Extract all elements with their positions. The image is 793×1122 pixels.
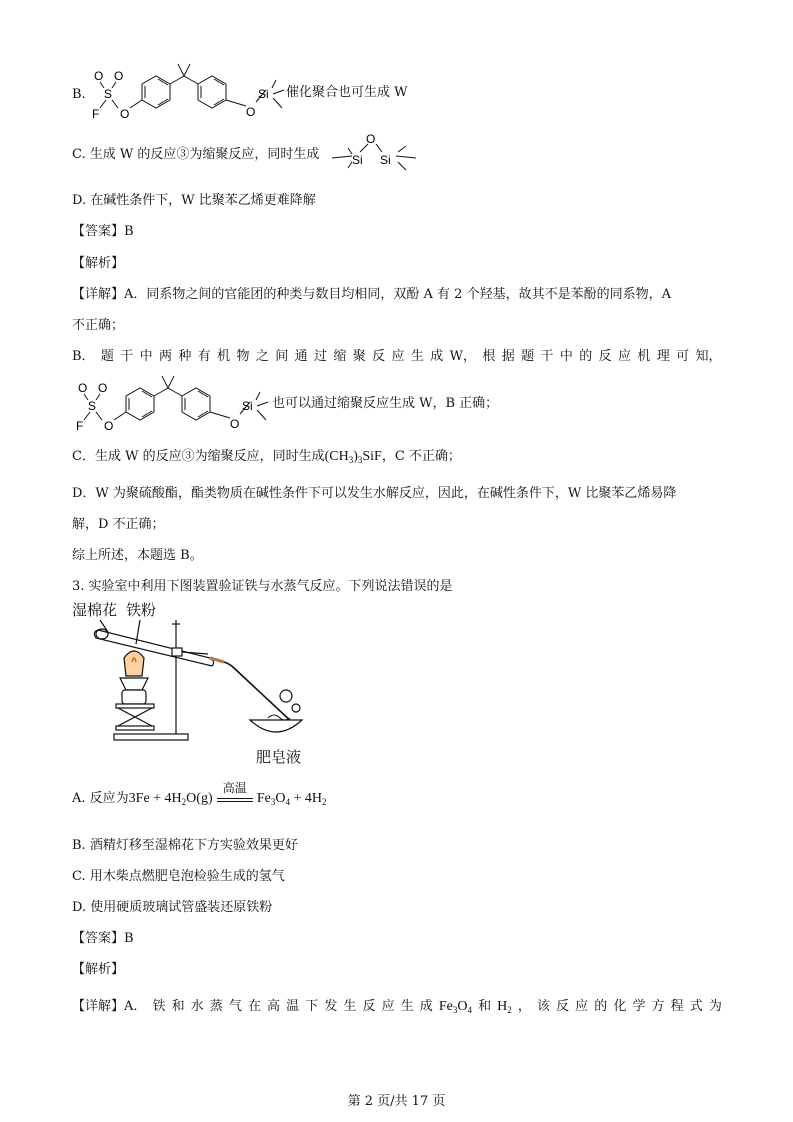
- atom-o: O: [230, 417, 240, 431]
- page-footer: 第 2 页/共 17 页: [347, 1094, 446, 1109]
- answer-1: 【答案】B: [72, 224, 134, 239]
- detail-a-line1: 【详解】A．同系物之间的官能团的种类与数目均相同，双酚 A 有 2 个羟基，故其不是苯酚的同系物，A: [72, 287, 671, 302]
- option-b-label: B.: [72, 87, 86, 102]
- option-c-structure: [330, 130, 420, 176]
- atom-o: O: [104, 419, 114, 433]
- detail-b-structure: [70, 372, 270, 436]
- label-iron-powder: 铁粉: [126, 601, 157, 619]
- atom-si: Si: [258, 87, 269, 101]
- detail-d-line2: 解，D 不正确；: [72, 517, 165, 532]
- option-b-after: 催化聚合也可生成 W: [286, 85, 408, 100]
- option-c-text: C. 生成 W 的反应③为缩聚反应，同时生成: [72, 147, 320, 162]
- atom-f: F: [76, 419, 84, 433]
- q3-option-b: B. 酒精灯移至湿棉花下方实验效果更好: [72, 838, 298, 853]
- atom-o: O: [78, 381, 88, 395]
- apparatus-diagram: [90, 618, 320, 748]
- label-soap-solution: 肥皂液: [256, 748, 302, 766]
- detail-a-line2: 不正确；: [72, 318, 125, 333]
- option-d-text: D. 在碱性条件下，W 比聚苯乙烯更难降解: [72, 193, 316, 208]
- atom-s: S: [104, 87, 113, 101]
- atom-si: Si: [242, 399, 253, 413]
- atom-si: Si: [352, 153, 363, 167]
- answer-2: 【答案】B: [72, 931, 134, 946]
- detail2-line: 【详解】A． 铁 和 水 蒸 气 在 高 温 下 发 生 反 应 生 成 $Fe_3O_4$ 和 $H_2$ ， 该 反 应 的 化 学 方 程 式 为: [72, 999, 722, 1015]
- atom-o: O: [366, 132, 376, 146]
- detail-c-line: C．生成 W 的反应③为缩聚反应，同时生成$(CH_3)_3SiF$，C 不正确；: [72, 449, 461, 465]
- q3-option-d: D. 使用硬质玻璃试管盛装还原铁粉: [72, 900, 273, 915]
- option-b-structure: [86, 60, 286, 124]
- q3-option-a: A. 反应为$3Fe + 4H_2O(g)$ 高温 $Fe_3O_4 + 4H_2$: [72, 781, 327, 807]
- atom-f: F: [92, 107, 100, 121]
- atom-o: O: [94, 69, 104, 83]
- atom-s: S: [88, 399, 97, 413]
- question-3: 3. 实验室中利用下图装置验证铁与水蒸气反应。下列说法错误的是: [72, 579, 453, 594]
- atom-si: Si: [380, 153, 391, 167]
- q3-option-c: C. 用木柴点燃肥皂泡检验生成的氢气: [72, 869, 285, 884]
- detail-b-line: B． 题 干 中 两 种 有 机 物 之 间 通 过 缩 聚 反 应 生 成 W， 根 据 题 干 中 的 反 应 机 理 可 知，: [72, 349, 722, 364]
- analysis-2: 【解析】: [72, 962, 125, 977]
- label-wet-cotton: 湿棉花: [72, 601, 118, 619]
- detail-d-line1: D．W 为聚硫酸酯，酯类物质在碱性条件下可以发生水解反应，因此，在碱性条件下，W 比聚苯乙烯易降: [72, 486, 677, 501]
- atom-o: O: [246, 105, 256, 119]
- analysis-1: 【解析】: [72, 256, 125, 271]
- summary: 综上所述，本题选 B。: [72, 548, 203, 563]
- atom-o: O: [114, 69, 124, 83]
- atom-o: O: [98, 381, 108, 395]
- atom-o: O: [120, 107, 130, 121]
- detail-b-struct-after: 也可以通过缩聚反应生成 W，B 正确；: [272, 396, 499, 411]
